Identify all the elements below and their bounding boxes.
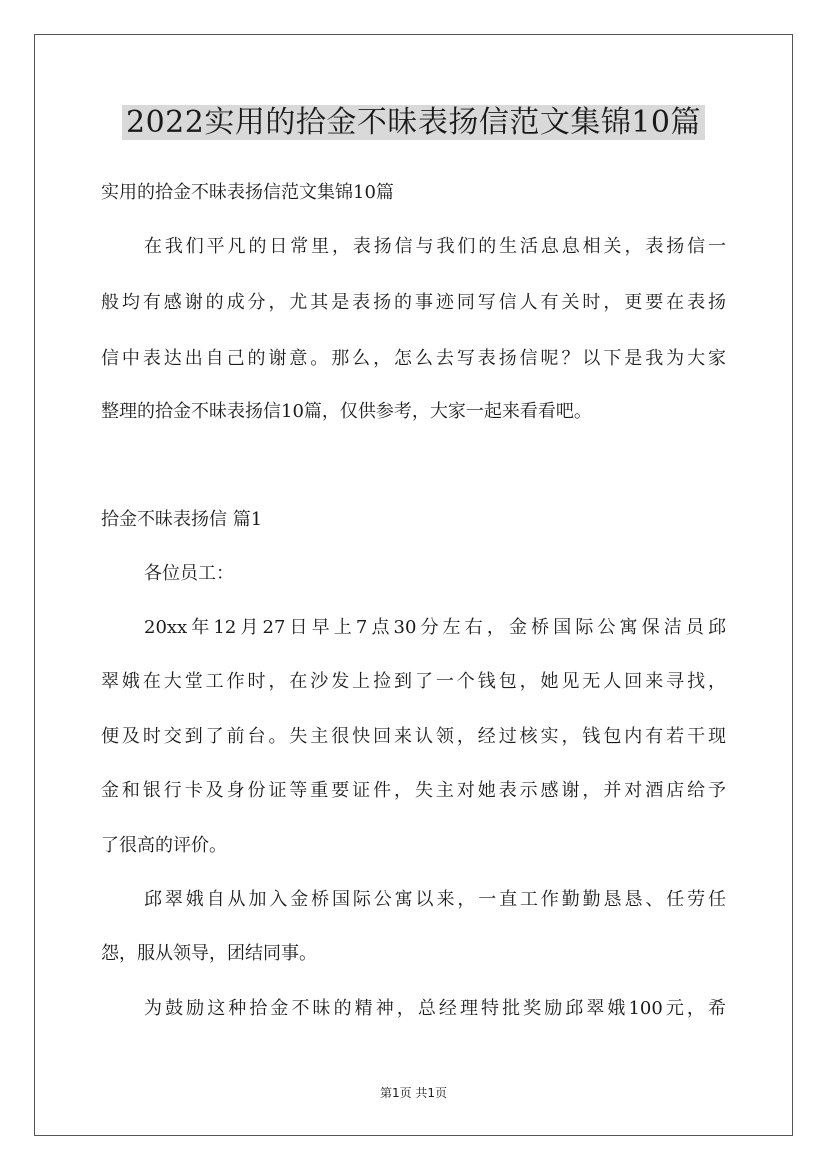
intro-line: 般均有感谢的成分，尤其是表扬的事迹同写信人有关时，更要在表扬	[101, 292, 726, 313]
paragraph-line: 翠娥在大堂工作时，在沙发上捡到了一个钱包，她见无人回来寻找，	[101, 671, 726, 692]
paragraph-line: 20xx年12月27日早上7点30分左右，金桥国际公寓保洁员邱	[144, 617, 726, 638]
paragraph-line: 邱翠娥自从加入金桥国际公寓以来，一直工作勤勤恳恳、任劳任	[144, 889, 726, 910]
paragraph-line: 了很高的评价。	[101, 835, 227, 856]
paragraph-line: 金和银行卡及身份证等重要证件，失主对她表示感谢，并对酒店给予	[101, 780, 726, 801]
paragraph-line: 怨，服从领导，团结同事。	[101, 943, 317, 964]
salutation: 各位员工：	[144, 563, 234, 584]
section-heading: 拾金不昧表扬信 篇1	[101, 509, 263, 530]
document-subtitle: 实用的拾金不昧表扬信范文集锦10篇	[101, 182, 394, 203]
document-title: 2022实用的拾金不昧表扬信范文集锦10篇	[122, 105, 705, 140]
intro-line: 整理的拾金不昧表扬信10篇，仅供参考，大家一起来看看吧。	[101, 401, 592, 422]
intro-line: 在我们平凡的日常里，表扬信与我们的生活息息相关，表扬信一	[144, 236, 726, 257]
paragraph-line: 为鼓励这种拾金不昧的精神，总经理特批奖励邱翠娥100元，希	[144, 998, 726, 1019]
paragraph-line: 便及时交到了前台。失主很快回来认领，经过核实，钱包内有若干现	[101, 726, 726, 747]
page-footer: 第1页 共1页	[379, 1086, 448, 1100]
document-title-wrap	[0, 102, 827, 144]
intro-line: 信中表达出自己的谢意。那么，怎么去写表扬信呢？以下是我为大家	[101, 348, 726, 369]
